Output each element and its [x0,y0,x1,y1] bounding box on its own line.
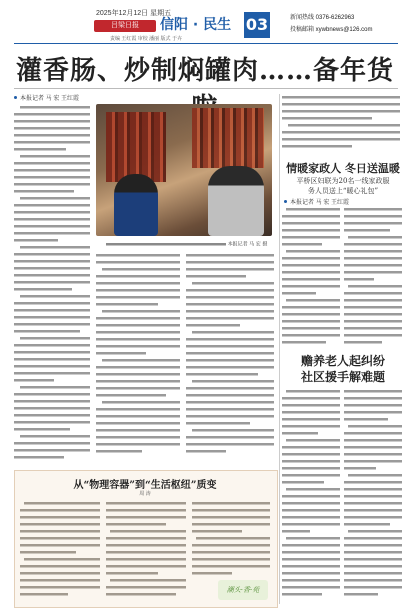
right-lower-headline-line-1: 赡养老人起纠纷 [300,354,385,368]
text-column-lines-1 [14,104,90,460]
right-lower-column-2 [344,388,402,604]
commentary-author: 周 涛 [139,491,151,497]
text-column-lines-r4 [344,388,402,604]
text-column-lines-2 [96,252,180,460]
right-article-column-2 [344,206,402,346]
photo-credit: 本报记者 马 宏 摄 [227,241,268,248]
right-lower-column-1 [282,388,340,604]
text-column-lines-r1 [282,206,340,346]
text-column-lines-r3 [282,388,340,604]
photo-caption [106,240,276,249]
right-byline-marker-icon [284,200,287,203]
photo-person-left [114,174,158,236]
hanging-sausages-left [106,112,166,182]
issue-date: 2025年12月12日 星期五 [96,10,172,17]
news-hotline: 新闻热线 0376-6262963 [290,15,355,21]
section-title: 信阳 · 民生 [160,17,232,33]
byline-marker-icon [14,96,17,99]
caption-text-lines [106,240,226,248]
right-article-subhead-line-2: 务人员送上“暖心礼包” [307,187,379,195]
right-article-headline: 情暖家政人 冬日送温暖 [286,162,400,175]
text-column-lines-r2 [344,206,402,346]
header-rule [14,43,398,44]
text-column-lines-3 [186,252,274,460]
right-lower-headline-line-2: 社区援手解难题 [300,370,385,384]
hanging-sausages-right [192,108,264,168]
main-article-column-2 [96,252,180,460]
column-stamp-logo: 潮头·香·苑 [218,580,268,600]
main-article-column-3 [186,252,274,460]
photo-person-right [208,166,264,236]
page-number: 03 [244,12,270,38]
editor-credits: 责编 王红霞 审校 潘丽 版式 于卉 [110,36,182,42]
headline-rule [14,88,398,89]
right-article-byline: 本报记者 马 宏 王红霞 [290,200,350,206]
main-headline: 灌香肠、炒制焖罐肉……备年货 [15,56,394,86]
text-column-lines-r0 [282,94,400,156]
main-byline: 本报记者 马 宏 王红霞 [20,96,80,102]
submission-email: 投稿邮箱 xywbnews@126.com [290,27,373,33]
market-photo [96,104,272,236]
right-article-photo-area [282,94,400,156]
commentary-title: 从“物理容器”到“生活枢纽”质变 [73,480,217,491]
main-article-column-1 [14,104,90,460]
newspaper-logo: 吕梁日报 [94,20,156,32]
right-article-subhead-line-1: 平桥区妇联为20名一线家政服 [296,177,390,185]
right-article-column-1 [282,206,340,346]
column-divider [279,94,280,604]
